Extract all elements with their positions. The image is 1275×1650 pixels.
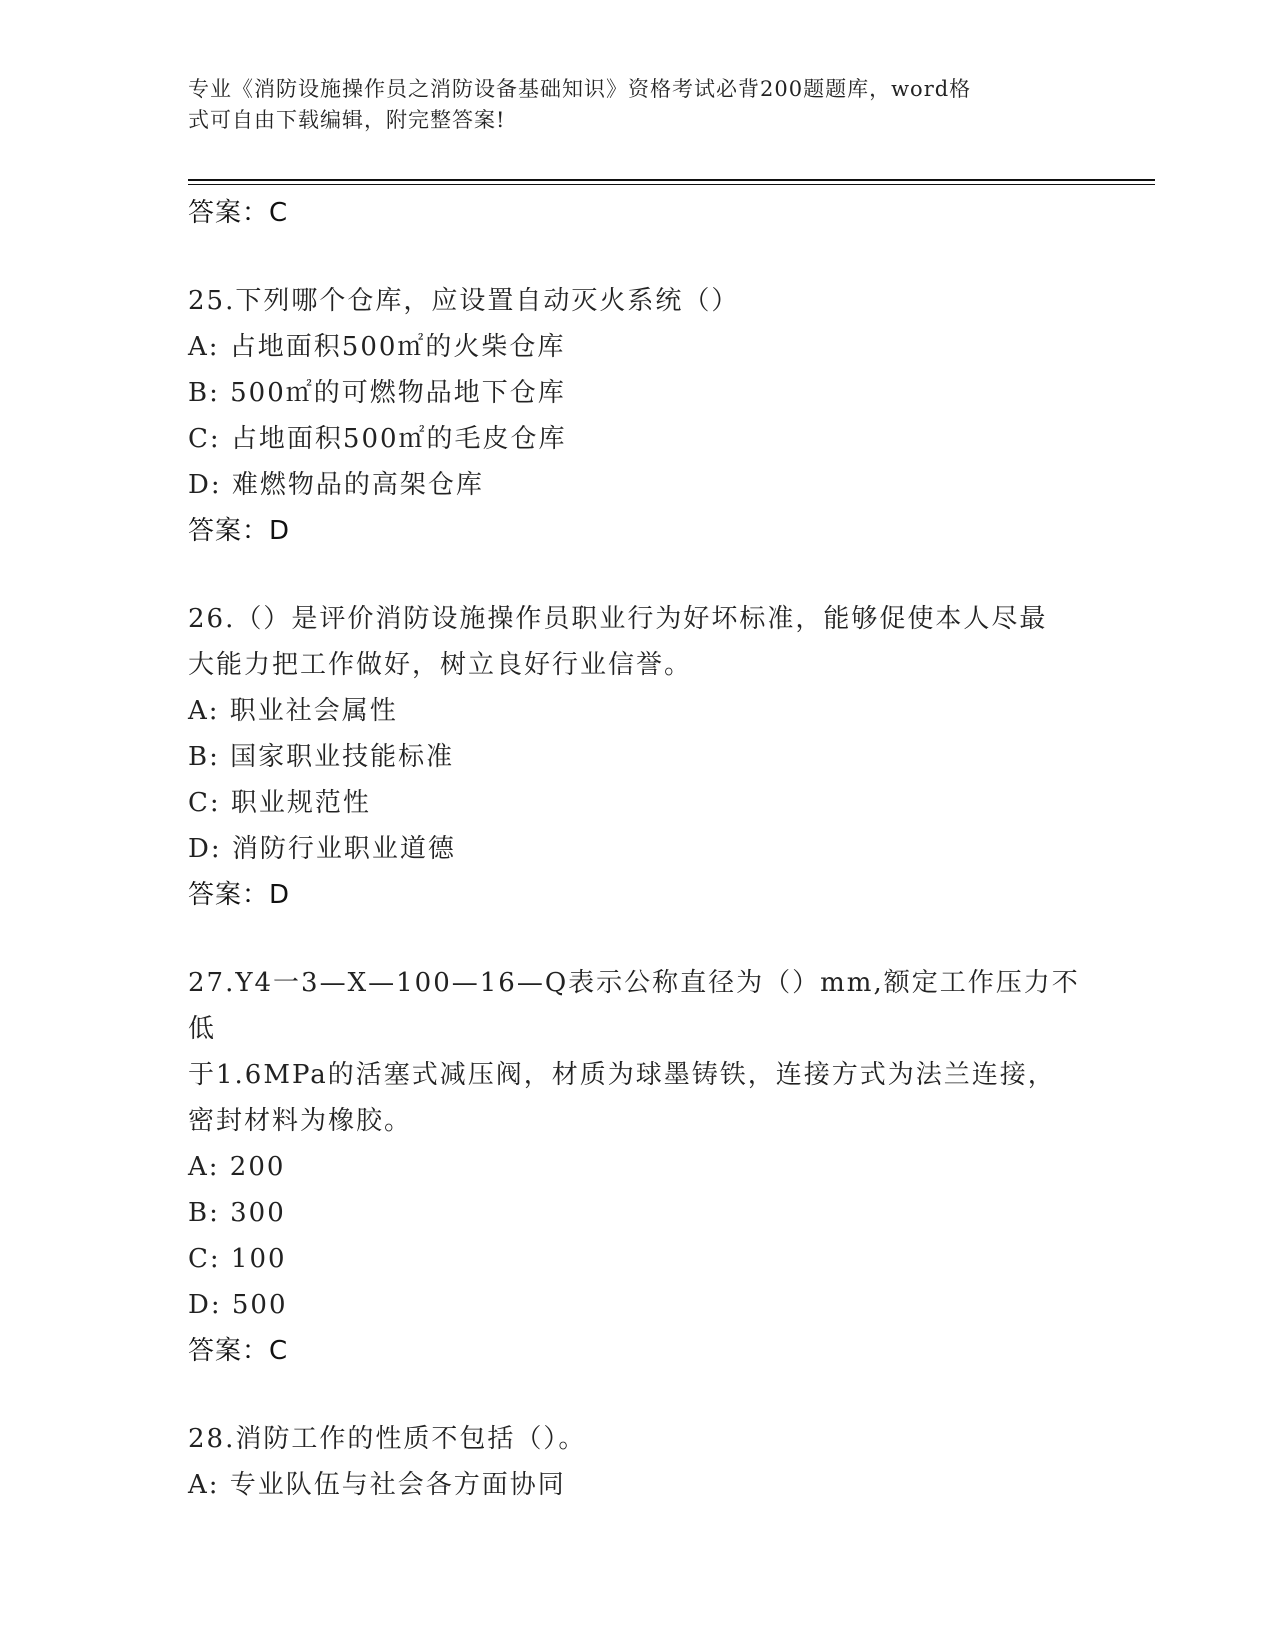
stem-line: 于1.6MPa的活塞式减压阀，材质为球墨铸铁，连接方式为法兰连接， xyxy=(188,1060,1056,1090)
question-stem xyxy=(188,1416,1088,1462)
option-b: B: 300 xyxy=(188,1198,286,1228)
question-stem xyxy=(188,960,1088,1144)
previous-answer: 答案：C xyxy=(188,198,289,228)
header-line-2: 式可自由下载编辑，附完整答案! xyxy=(188,108,506,132)
answer: 答案：D xyxy=(188,880,291,910)
stem-line: 28.消防工作的性质不包括（）。 xyxy=(188,1424,587,1454)
question-27 xyxy=(188,960,1088,1374)
question-28 xyxy=(188,1416,1088,1508)
answer: 答案：C xyxy=(188,1336,289,1366)
header-divider-thick xyxy=(188,179,1155,181)
stem-line: 27.Y4一3—X—100—16—Q表示公称直径为（）mm,额定工作压力不低 xyxy=(188,968,1080,1044)
option-b: B: 500㎡的可燃物品地下仓库 xyxy=(188,378,566,408)
question-26 xyxy=(188,596,1088,918)
question-stem xyxy=(188,278,1088,324)
option-a: A: 职业社会属性 xyxy=(188,696,398,726)
option-b: B: 国家职业技能标准 xyxy=(188,742,455,772)
option-a: A: 200 xyxy=(188,1152,286,1182)
option-d: D: 难燃物品的高架仓库 xyxy=(188,470,484,500)
option-d: D: 500 xyxy=(188,1290,288,1320)
option-c: C: 占地面积500㎡的毛皮仓库 xyxy=(188,424,567,454)
document-header xyxy=(188,74,1068,136)
option-d: D: 消防行业职业道德 xyxy=(188,834,456,864)
option-c: C: 100 xyxy=(188,1244,287,1274)
option-c: C: 职业规范性 xyxy=(188,788,371,818)
option-a: A: 占地面积500㎡的火柴仓库 xyxy=(188,332,566,362)
answer: 答案：D xyxy=(188,516,291,546)
question-25 xyxy=(188,278,1088,554)
header-divider-thin xyxy=(188,184,1155,185)
stem-line: 大能力把工作做好，树立良好行业信誉。 xyxy=(188,650,693,680)
stem-line: 26.（）是评价消防设施操作员职业行为好坏标准，能够促使本人尽最 xyxy=(188,604,1048,634)
header-line-1: 专业《消防设施操作员之消防设备基础知识》资格考试必背200题题库，word格 xyxy=(188,77,972,101)
stem-line: 25.下列哪个仓库，应设置自动灭火系统（） xyxy=(188,286,740,316)
question-stem xyxy=(188,596,1088,688)
question-list xyxy=(188,190,1088,1508)
option-a: A: 专业队伍与社会各方面协同 xyxy=(188,1470,566,1500)
stem-line: 密封材料为橡胶。 xyxy=(188,1106,413,1136)
